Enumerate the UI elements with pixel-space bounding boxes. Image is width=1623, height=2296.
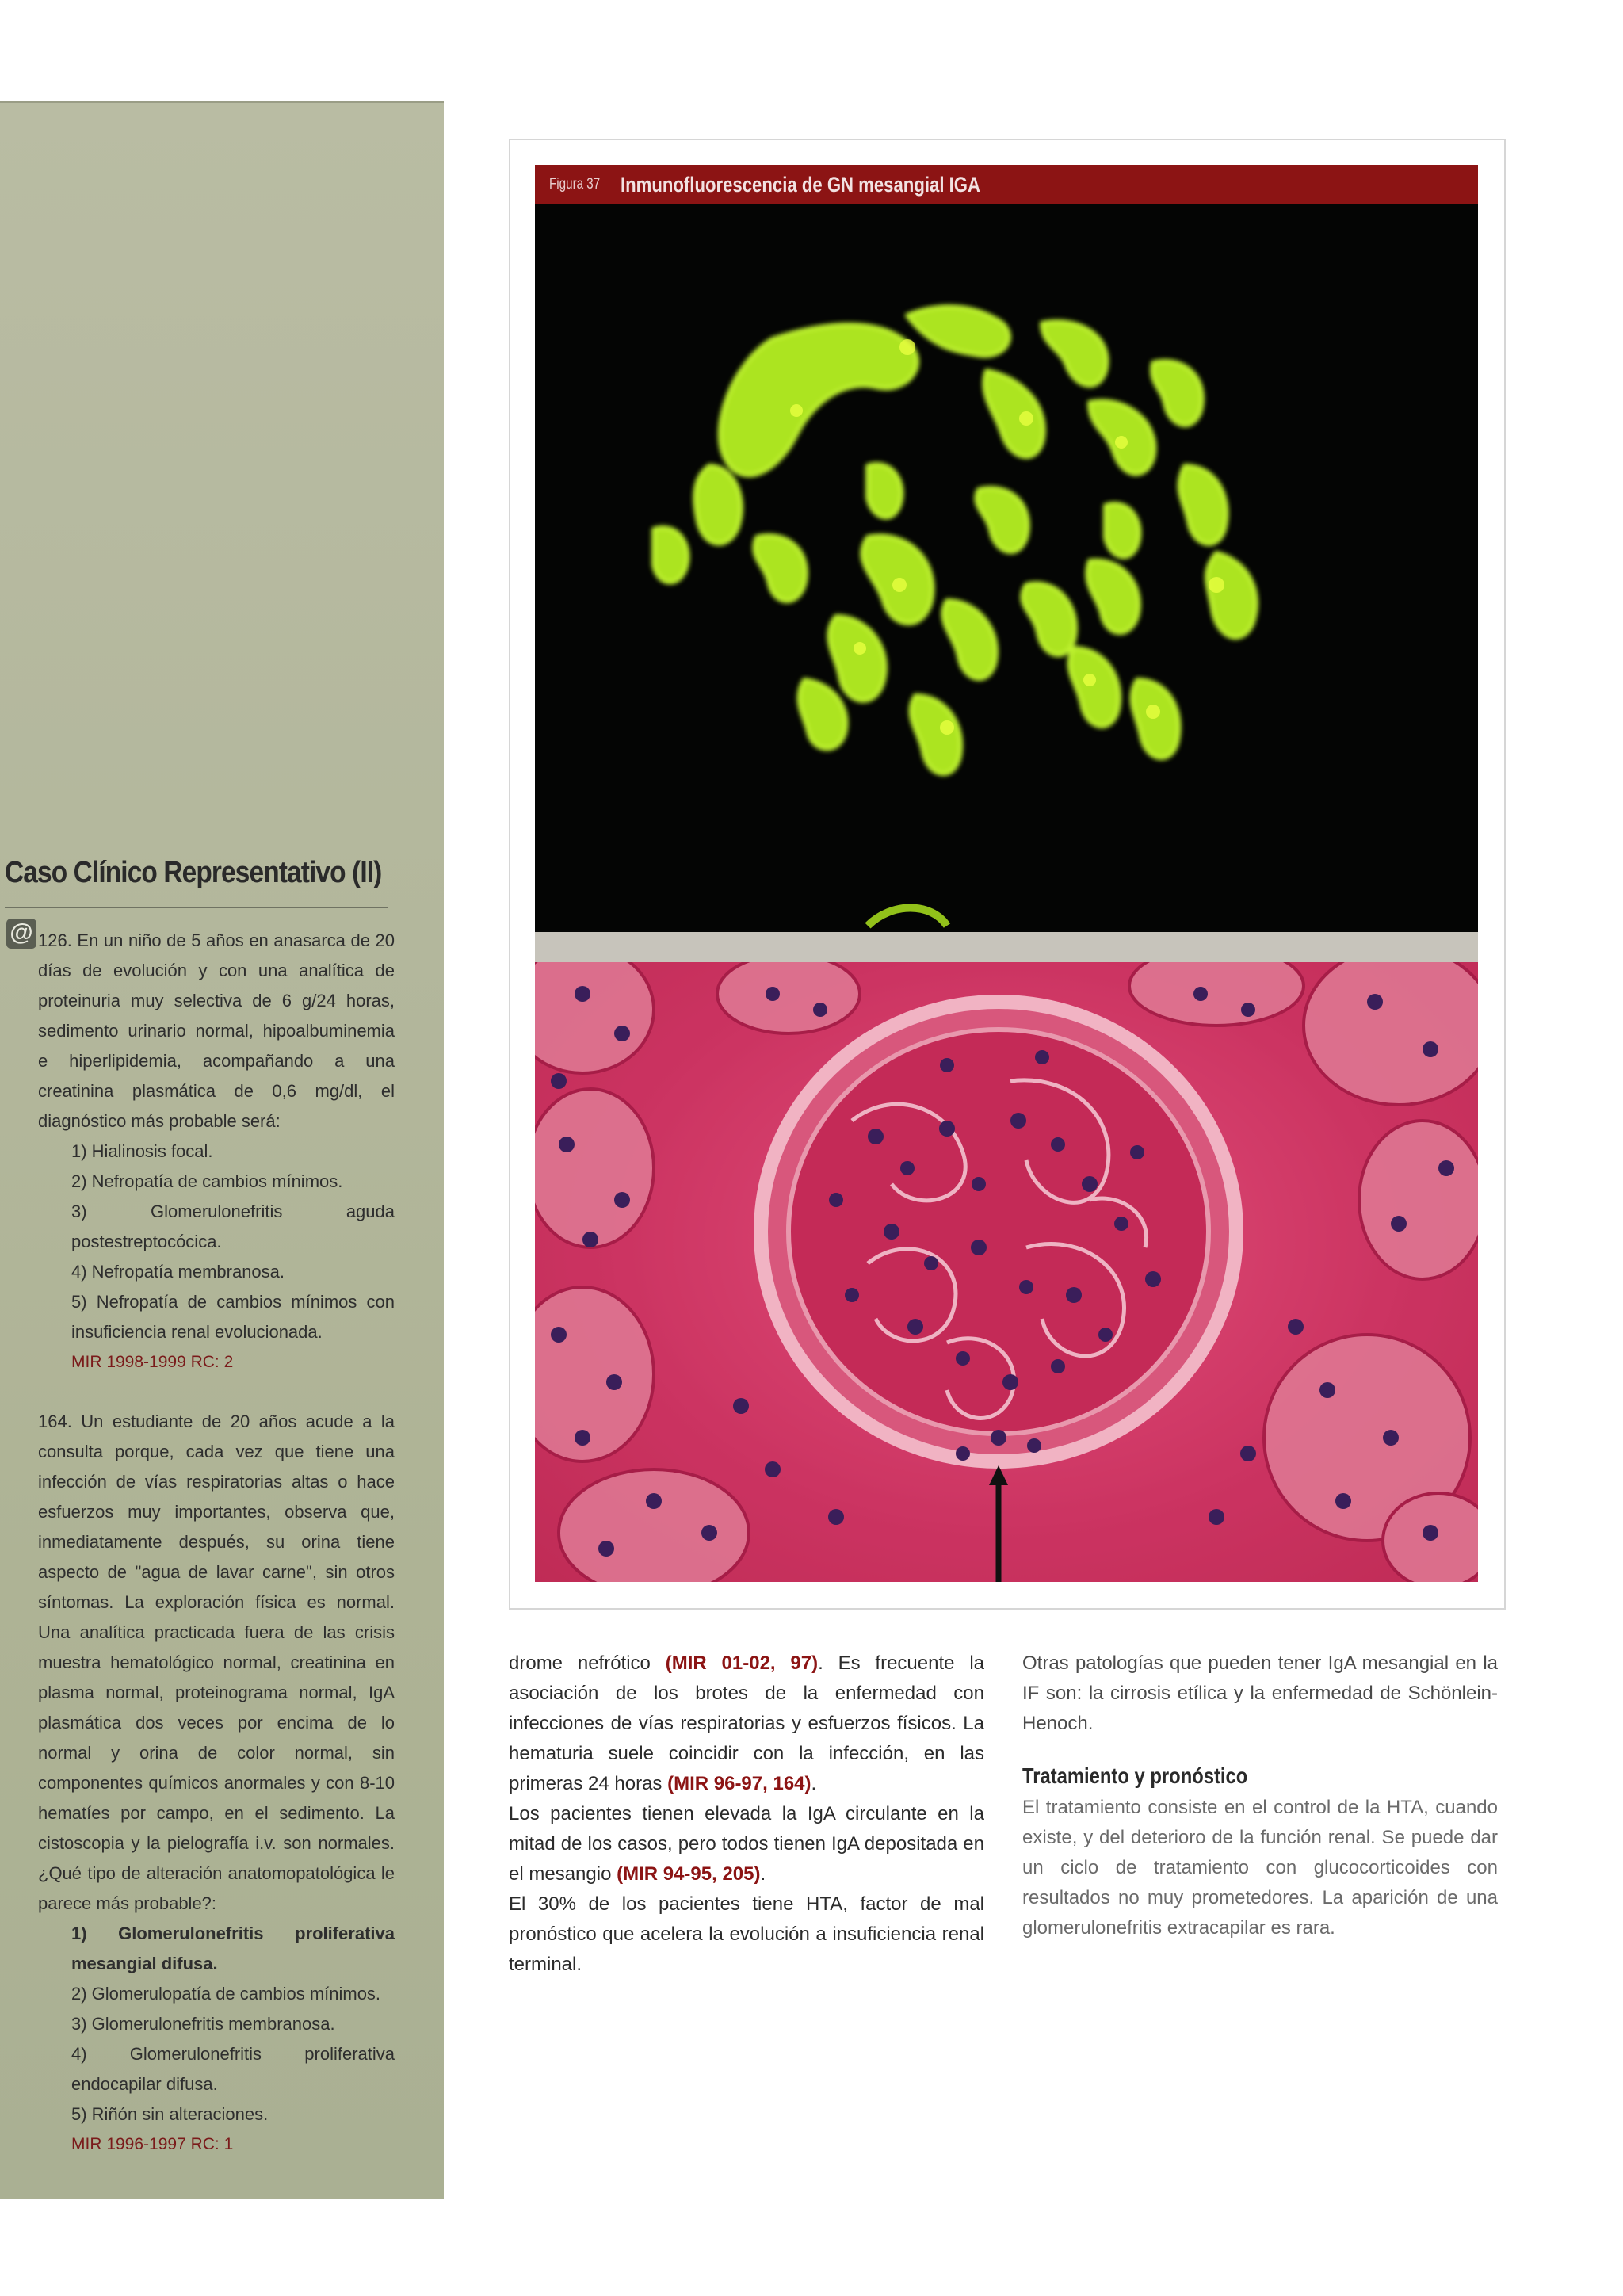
title-divider bbox=[5, 907, 388, 908]
figure-number: Figura 37 bbox=[549, 176, 601, 193]
paragraph: El 30% de los pacientes tiene HTA, factor de mal pronóstico que acelera la evolución a insuficiencia renal terminal. bbox=[509, 1893, 984, 1975]
question-164 bbox=[38, 1407, 395, 2160]
at-sign-icon: @ bbox=[6, 919, 36, 949]
immunofluorescence-micrograph bbox=[535, 204, 1478, 932]
answer-option: 4) Glomerulonefritis proliferativa endocapilar difusa. bbox=[71, 2044, 395, 2094]
text-span: . bbox=[760, 1863, 766, 1885]
answer-option: 5) Riñón sin alteraciones. bbox=[71, 2104, 269, 2124]
answer-option: 2) Glomerulopatía de cambios mínimos. bbox=[71, 1984, 381, 2004]
paragraph bbox=[509, 1799, 984, 1889]
answer-options bbox=[38, 1919, 395, 2130]
mir-reference: (MIR 01-02, 97) bbox=[665, 1652, 819, 1674]
clinical-case-title: Caso Clínico Representativo (II) bbox=[5, 856, 382, 889]
answer-option: 4) Nefropatía membranosa. bbox=[71, 1262, 285, 1282]
mir-reference: (MIR 94-95, 205) bbox=[617, 1863, 761, 1885]
exam-source: MIR 1998-1999 RC: 2 bbox=[71, 1353, 234, 1371]
figure-caption: Inmunofluorescencia de GN mesangial IGA bbox=[621, 172, 981, 197]
answer-option: 1) Hialinosis focal. bbox=[71, 1141, 213, 1161]
text-span: . bbox=[811, 1773, 817, 1794]
question-126 bbox=[38, 926, 395, 1377]
text-span: Los pacientes tienen elevada la IgA circulante en la mitad de los casos, pero todos tienen IgA depositada en el mesangio bbox=[509, 1803, 984, 1885]
figure-caption-bar bbox=[535, 165, 1478, 204]
exam-source: MIR 1996-1997 RC: 1 bbox=[71, 2135, 234, 2153]
answer-option: 5) Nefropatía de cambios mínimos con insuficiencia renal evolucionada. bbox=[71, 1292, 395, 1342]
paragraph bbox=[509, 1648, 984, 1799]
body-column-middle bbox=[509, 1648, 984, 1980]
answer-option: 3) Glomerulonefritis membranosa. bbox=[71, 2014, 335, 2034]
answer-option: 3) Glomerulonefritis aguda postestreptocócica. bbox=[71, 1201, 395, 1251]
answer-option: 2) Nefropatía de cambios mínimos. bbox=[71, 1171, 343, 1191]
he-stain-micrograph bbox=[535, 962, 1478, 1582]
section-heading: Tratamiento y pronóstico bbox=[1022, 1763, 1248, 1788]
answer-options bbox=[38, 1137, 395, 1347]
question-stem: 126. En un niño de 5 años en anasarca de 20 días de evolución y con una analítica de proteinuria muy selectiva de 6 g/24 horas, sedimento urinario normal, hipoalbuminemia e hiperlipidemia, acompañando a una creatinina plasmática de 0,6 mg/dl, el diagnóstico más probable será: bbox=[38, 930, 395, 1131]
body-column-right bbox=[1022, 1648, 1498, 1943]
he-stain-image bbox=[535, 962, 1478, 1582]
text-span: drome nefrótico bbox=[509, 1652, 666, 1674]
paragraph: Otras patologías que pueden tener IgA mesangial en la IF son: la cirrosis etílica y la enfermedad de Schönlein-Henoch. bbox=[1022, 1652, 1498, 1734]
mir-reference: (MIR 96-97, 164) bbox=[667, 1773, 812, 1794]
figure-divider bbox=[535, 932, 1478, 962]
text-span: . Es frecuente la asociación de los brotes de la enfermedad con infecciones de vías respiratorias y esfuerzos físicos. La hematuria suele coincidir con la infección, en las primeras 24 horas bbox=[509, 1652, 984, 1794]
paragraph: El tratamiento consiste en el control de la HTA, cuando existe, y del deterioro de la función renal. Se puede dar un ciclo de tratamiento con glucocorticoides con resultados no muy prometedores. La aparición de una glomerulonefritis extracapilar es rara. bbox=[1022, 1797, 1498, 1939]
immunofluorescence-image bbox=[535, 204, 1478, 932]
answer-option-correct: 1) Glomerulonefritis proliferativa mesangial difusa. bbox=[71, 1924, 395, 1973]
question-stem: 164. Un estudiante de 20 años acude a la consulta porque, cada vez que tiene una infección de vías respiratorias altas o hace esfuerzos muy importantes, observa que, inmediatamente después, su orina tiene aspecto de "agua de lavar carne", sin otros síntomas. La exploración física es normal. Una analítica practicada fuera de las crisis muestra hematológico normal, creatinina en plasma normal, proteinograma normal, IgA plasmática dos veces por encima de lo normal y orina de color normal, sin componentes químicos anormales y con 8-10 hematíes por campo, en el sedimento. La cistoscopia y la pielografía i.v. son normales. ¿Qué tipo de alteración anatomopatológica le parece más probable?: bbox=[38, 1412, 395, 1913]
